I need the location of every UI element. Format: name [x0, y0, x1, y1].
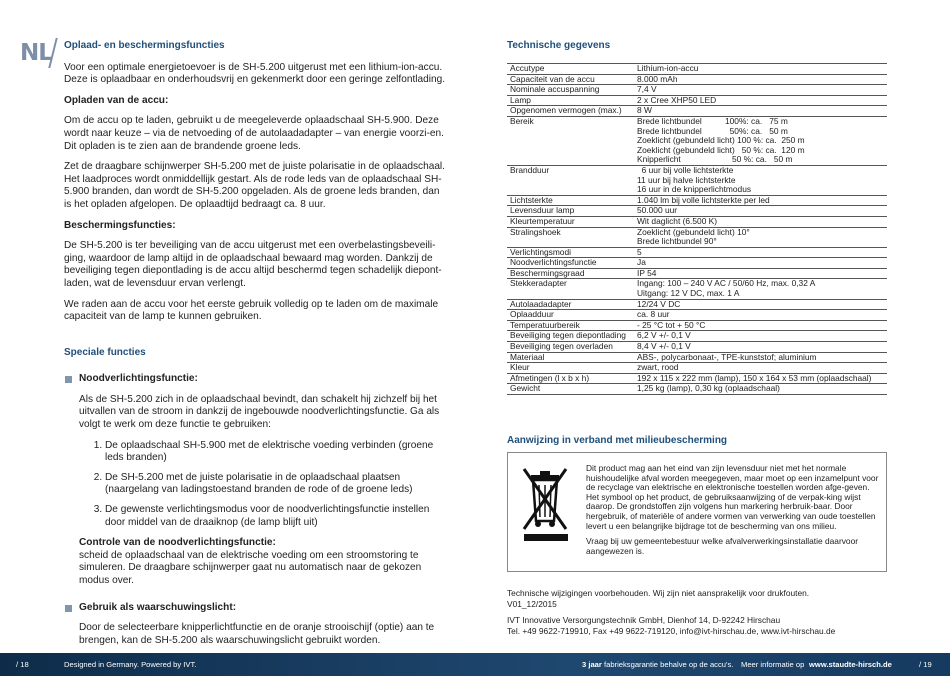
paragraph: scheid de oplaadschaal van de elektrische voeding om een stroomstoring te simuleren. De draagbare schijnwerper gaat nu automatisch naar de gekozen modus over. [79, 549, 422, 586]
spec-label: Bereik [507, 116, 634, 165]
specs-table [507, 63, 887, 395]
list-item: 1. De oplaadschaal SH-5.900 met de elektrische voeding verbinden (groene leds branden) [105, 440, 448, 465]
paragraph: We raden aan de accu voor het eerste gebruik volledig op te laden om de maximale capaciteit van de lamp te kunnen gebruiken. [64, 298, 439, 323]
spec-value: 50.000 uur [634, 206, 887, 217]
spec-label: Kleur [507, 363, 634, 374]
page-number-right: / 19 [919, 660, 932, 669]
steps-list [79, 440, 448, 530]
spec-row [507, 227, 887, 247]
spec-row [507, 195, 887, 206]
subheading-charging: Opladen van de accu: [64, 94, 169, 106]
spec-row [507, 206, 887, 217]
spec-value: IP 54 [634, 268, 887, 279]
spec-row [507, 373, 887, 384]
spec-row [507, 384, 887, 395]
spec-row [507, 299, 887, 310]
paragraph: Voor een optimale energietoevoer is de SH-5.200 uitgerust met een lithium-ion-accu. Deze is oplaadbaar en onderhoudsvrij en gekenmerkt door een geringe zelfontlading. [64, 61, 446, 86]
spec-label: Lichtsterkte [507, 195, 634, 206]
section-heading-charging: Oplaad- en beschermingsfuncties [64, 40, 225, 51]
spec-row [507, 85, 887, 96]
spec-label: Materiaal [507, 352, 634, 363]
spec-row [507, 331, 887, 342]
spec-row [507, 363, 887, 374]
spec-value: 192 x 115 x 222 mm (lamp), 150 x 164 x 53 mm (oplaadschaal) [634, 373, 887, 384]
spec-label: Levensduur lamp [507, 206, 634, 217]
section-heading-specs: Technische gegevens [507, 40, 611, 51]
footer-tagline: Designed in Germany. Powered by IVT. [64, 660, 197, 669]
spec-label: Gewicht [507, 384, 634, 395]
spec-row [507, 74, 887, 85]
spec-value: Brede lichtbundel 100%: ca. 75 m Brede lichtbundel 50%: ca. 50 m Zoeklicht (gebundeld licht) 100 %: ca. 250 m Zoeklicht (gebundeld licht) 50 %: ca. 120 m Knipperlicht 50 %: ca. 50 m [634, 116, 887, 165]
spec-row [507, 64, 887, 75]
list-item: 2. De SH-5.200 met de juiste polarisatie in de oplaadschaal plaatsen (naargelang van ladingstoestand branden de rode of de groene leds) [105, 472, 448, 497]
spec-value: 2 x Cree XHP50 LED [634, 95, 887, 106]
spec-value: 6 uur bij volle lichtsterkte 11 uur bij halve lichtsterkte 16 uur in de knipperlichtmodus [634, 165, 887, 195]
spec-value: 1,25 kg (lamp), 0,30 kg (oplaadschaal) [634, 384, 887, 395]
spec-value: zwart, rood [634, 363, 887, 374]
spec-value: 6,2 V +/- 0,1 V [634, 331, 887, 342]
spec-label: Stekkeradapter [507, 279, 634, 299]
spec-label: Capaciteit van de accu [507, 74, 634, 85]
spec-row [507, 258, 887, 269]
list-item: 3. De gewenste verlichtingsmodus voor de noodverlichtingsfunctie instellen door middel van de draaiknop (de lamp blijft uit) [105, 504, 448, 529]
spec-label: Beveiliging tegen diepontlading [507, 331, 634, 342]
subheading-protection: Beschermingsfuncties: [64, 219, 176, 231]
spec-value: 8.000 mAh [634, 74, 887, 85]
environment-text: Dit product mag aan het eind van zijn levensduur niet met het normale huishoudelijke afval worden meegegeven, maar moet op een inzamelpunt voor de recyclage van elektrische en elektronische toestellen worden afge-geven. Het symbool op het product, de gebruiksaanwijzing of de verpak-king wijst daarop. De grondstoffen zijn volgens hun markering herbruik-baar. Door hergebruik, of materiële of andere vormen van verwerking van oude toestellen levert u een belangrijke bijdrage tot de bescherming van ons milieu. [586, 463, 879, 531]
spec-label: Verlichtingsmodi [507, 247, 634, 258]
spec-value: Zoeklicht (gebundeld licht) 10° Brede lichtbundel 90° [634, 227, 887, 247]
spec-label: Opgenomen vermogen (max.) [507, 106, 634, 117]
spec-value: Ja [634, 258, 887, 269]
company-address: IVT Innovative Versorgungstechnik GmbH, Dienhof 14, D-92242 Hirschau [507, 615, 781, 625]
bullet-emergency: Noodverlichtingsfunctie: [64, 373, 448, 386]
spec-label: Afmetingen (l x b x h) [507, 373, 634, 384]
section-heading-special: Speciale functies [64, 346, 146, 358]
page-number-left: / 18 [16, 660, 29, 669]
spec-label: Nominale accuspanning [507, 85, 634, 96]
spec-row [507, 95, 887, 106]
spec-label: Temperatuurbereik [507, 320, 634, 331]
spec-value: Ingang: 100 – 240 V AC / 50/60 Hz, max. 0,32 A Uitgang: 12 V DC, max. 1 A [634, 279, 887, 299]
spec-row [507, 116, 887, 165]
spec-value: 7,4 V [634, 85, 887, 96]
website-link[interactable]: www.staudte-hirsch.de [809, 660, 892, 669]
spec-row [507, 268, 887, 279]
spec-value: 8,4 V +/- 0,1 V [634, 342, 887, 353]
spec-value: ca. 8 uur [634, 310, 887, 321]
section-heading-environment: Aanwijzing in verband met milieubescherming [507, 435, 728, 446]
spec-row [507, 310, 887, 321]
spec-label: Stralingshoek [507, 227, 634, 247]
left-column [64, 40, 448, 655]
spec-row [507, 216, 887, 227]
spec-value: 8 W [634, 106, 887, 117]
language-label: NL [20, 40, 60, 66]
spec-row [507, 247, 887, 258]
spec-value: 12/24 V DC [634, 299, 887, 310]
subheading-control: Controle van de noodverlichtingsfunctie: [79, 537, 276, 549]
spec-row [507, 165, 887, 195]
spec-label: Oplaadduur [507, 310, 634, 321]
spec-value: ABS-, polycarbonaat-, TPE-kunststof; aluminium [634, 352, 887, 363]
spec-label: Brandduur [507, 165, 634, 195]
paragraph: De SH-5.200 is ter beveiliging van de accu uitgerust met een overbelastingsbeveili-ging, waardoor de lamp altijd in de oplaadschaal bewaard mag worden. Dankzij de beveiliging tegen diepontlading is de accu altijd beschermd tegen schadelijk diepont-laden, wat de levensduur ervan verlengt. [64, 240, 442, 289]
spec-value: Wit daglicht (6.500 K) [634, 216, 887, 227]
spec-row [507, 320, 887, 331]
spec-value: 1.040 lm bij volle lichtsterkte per led [634, 195, 887, 206]
company-contact: Tel. +49 9622-719910, Fax +49 9622-719120, info@ivt-hirschau.de, www.ivt-hirschau.de [507, 625, 836, 636]
paragraph: Zet de draagbare schijnwerper SH-5.200 met de juiste polarisatie in de oplaadschaal. Het laadproces wordt onmiddellijk gestart. Als de rode leds van de oplaadschaal SH-5.900 branden, dan wordt de SH-5.200 opgeladen. Als de groene leds branden, dan is het opladen afgelopen. De oplaadtijd bedraagt ca. 8 uur. [64, 161, 445, 210]
spec-row [507, 106, 887, 117]
environment-box [507, 452, 887, 572]
footer-bar [0, 653, 950, 676]
spec-label: Autolaadadapter [507, 299, 634, 310]
disclaimer [507, 588, 809, 609]
spec-label: Noodverlichtingsfunctie [507, 258, 634, 269]
paragraph: Door de selecteerbare knipperlichtfunctie en de oranje strooischijf (optie) aan te brengen, kan de SH-5.200 als waarschuwingslicht gebruikt worden. [79, 622, 435, 646]
spec-label: Kleurtemperatuur [507, 216, 634, 227]
environment-text: Vraag bij uw gemeentebestuur welke afvalverwerkingsinstallatie daarvoor aangewezen is. [586, 536, 859, 556]
paragraph: Als de SH-5.200 zich in de oplaadschaal bevindt, dan schakelt hij zichzelf bij het uitvallen van de stroom in dankzij de ingebouwde noodverlichtingsfunctie. Ga als volgt te werk om deze functie te gebruiken: [79, 393, 440, 431]
right-column [507, 40, 887, 395]
spec-label: Lamp [507, 95, 634, 106]
spec-row [507, 279, 887, 299]
paragraph: Om de accu op te laden, gebruikt u de meegeleverde oplaadschaal SH-5.900. Deze wordt naar keuze – via de netvoeding of de autolaadadapter – van energie voorzi-en. Dit opladen is te zien aan de brandende groene leds. [64, 115, 444, 152]
warranty-years: 3 jaar [582, 660, 602, 669]
version: V01_12/2015 [507, 598, 557, 609]
spec-row [507, 352, 887, 363]
spec-value: Lithium-ion-accu [634, 64, 887, 75]
spec-label: Beveiliging tegen overladen [507, 342, 634, 353]
bullet-warning: Gebruik als waarschuwingslicht: [64, 602, 448, 615]
spec-label: Accutype [507, 64, 634, 75]
warranty-text: fabrieksgarantie behalve op de accu's. [604, 660, 734, 669]
spec-label: Beschermingsgraad [507, 268, 634, 279]
spec-value: 5 [634, 247, 887, 258]
spec-row [507, 342, 887, 353]
company-info [507, 615, 835, 636]
disclaimer-text: Technische wijzigingen voorbehouden. Wij zijn niet aansprakelijk voor drukfouten. [507, 588, 810, 598]
spec-value: - 25 °C tot + 50 °C [634, 320, 887, 331]
info-text: Meer informatie op [741, 660, 805, 669]
crossed-bin-icon [518, 463, 574, 543]
